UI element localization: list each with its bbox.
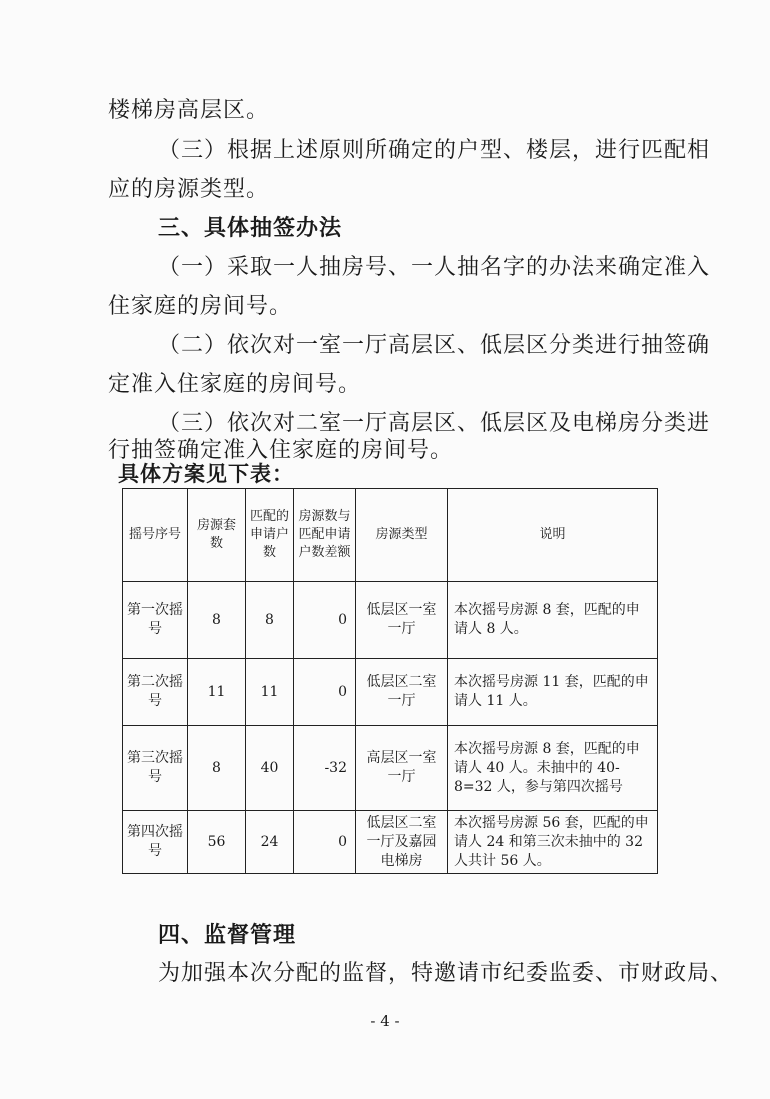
cell-seq: 第一次摇号	[123, 582, 188, 659]
paragraph-line: （三）依次对二室一厅高层区、低层区及电梯房分类进	[158, 411, 711, 436]
header-seq: 摇号序号	[123, 489, 188, 582]
cell-difference: -32	[294, 726, 356, 811]
section-heading: 三、具体抽签办法	[158, 216, 343, 241]
cell-seq: 第三次摇号	[123, 726, 188, 811]
paragraph-line: 应的房源类型。	[108, 177, 270, 202]
cell-units: 11	[188, 659, 246, 726]
paragraph-line: （二）依次对一室一厅高层区、低层区分类进行抽签确	[158, 333, 711, 358]
page-number: - 4 -	[370, 1012, 400, 1030]
table-title: 具体方案见下表：	[118, 462, 294, 486]
paragraph-line: （一）采取一人抽房号、一人抽名字的办法来确定准入	[158, 255, 711, 280]
cell-applicants: 11	[246, 659, 294, 726]
cell-units: 8	[188, 582, 246, 659]
cell-difference: 0	[294, 811, 356, 874]
cell-note: 本次摇号房源 8 套，匹配的申请人 40 人。未抽中的 40-8=32 人，参与第四次摇号	[448, 726, 658, 811]
header-applicants: 匹配的申请户数	[246, 489, 294, 582]
cell-note: 本次摇号房源 56 套，匹配的申请人 24 和第三次未抽中的 32 人共计 56 人。	[448, 811, 658, 874]
cell-applicants: 24	[246, 811, 294, 874]
paragraph-line: （三）根据上述原则所确定的户型、楼层，进行匹配相	[158, 138, 711, 163]
header-units: 房源套数	[188, 489, 246, 582]
lottery-plan-table	[122, 488, 658, 874]
paragraph-line: 为加强本次分配的监督，特邀请市纪委监委、市财政局、	[158, 961, 734, 986]
paragraph-line: 定准入住家庭的房间号。	[108, 372, 362, 397]
table-row	[123, 659, 658, 726]
cell-note: 本次摇号房源 8 套，匹配的申请人 8 人。	[448, 582, 658, 659]
cell-units: 56	[188, 811, 246, 874]
cell-difference: 0	[294, 659, 356, 726]
table-row	[123, 726, 658, 811]
header-difference: 房源数与匹配申请户数差额	[294, 489, 356, 582]
cell-note: 本次摇号房源 11 套，匹配的申请人 11 人。	[448, 659, 658, 726]
cell-seq: 第二次摇号	[123, 659, 188, 726]
paragraph-line: 行抽签确定准入住家庭的房间号。	[108, 438, 454, 463]
table-row	[123, 811, 658, 874]
cell-type: 低层区一室一厅	[356, 582, 448, 659]
table-row	[123, 582, 658, 659]
cell-seq: 第四次摇号	[123, 811, 188, 874]
paragraph-line: 住家庭的房间号。	[108, 294, 293, 319]
section-heading: 四、监督管理	[158, 923, 297, 948]
cell-units: 8	[188, 726, 246, 811]
cell-type: 低层区二室一厅	[356, 659, 448, 726]
paragraph-line: 楼梯房高层区。	[108, 98, 270, 123]
header-type: 房源类型	[356, 489, 448, 582]
cell-applicants: 40	[246, 726, 294, 811]
cell-type: 高层区一室一厅	[356, 726, 448, 811]
table-header-row	[123, 489, 658, 582]
cell-difference: 0	[294, 582, 356, 659]
cell-applicants: 8	[246, 582, 294, 659]
header-note: 说明	[448, 489, 658, 582]
cell-type: 低层区二室一厅及嘉园电梯房	[356, 811, 448, 874]
